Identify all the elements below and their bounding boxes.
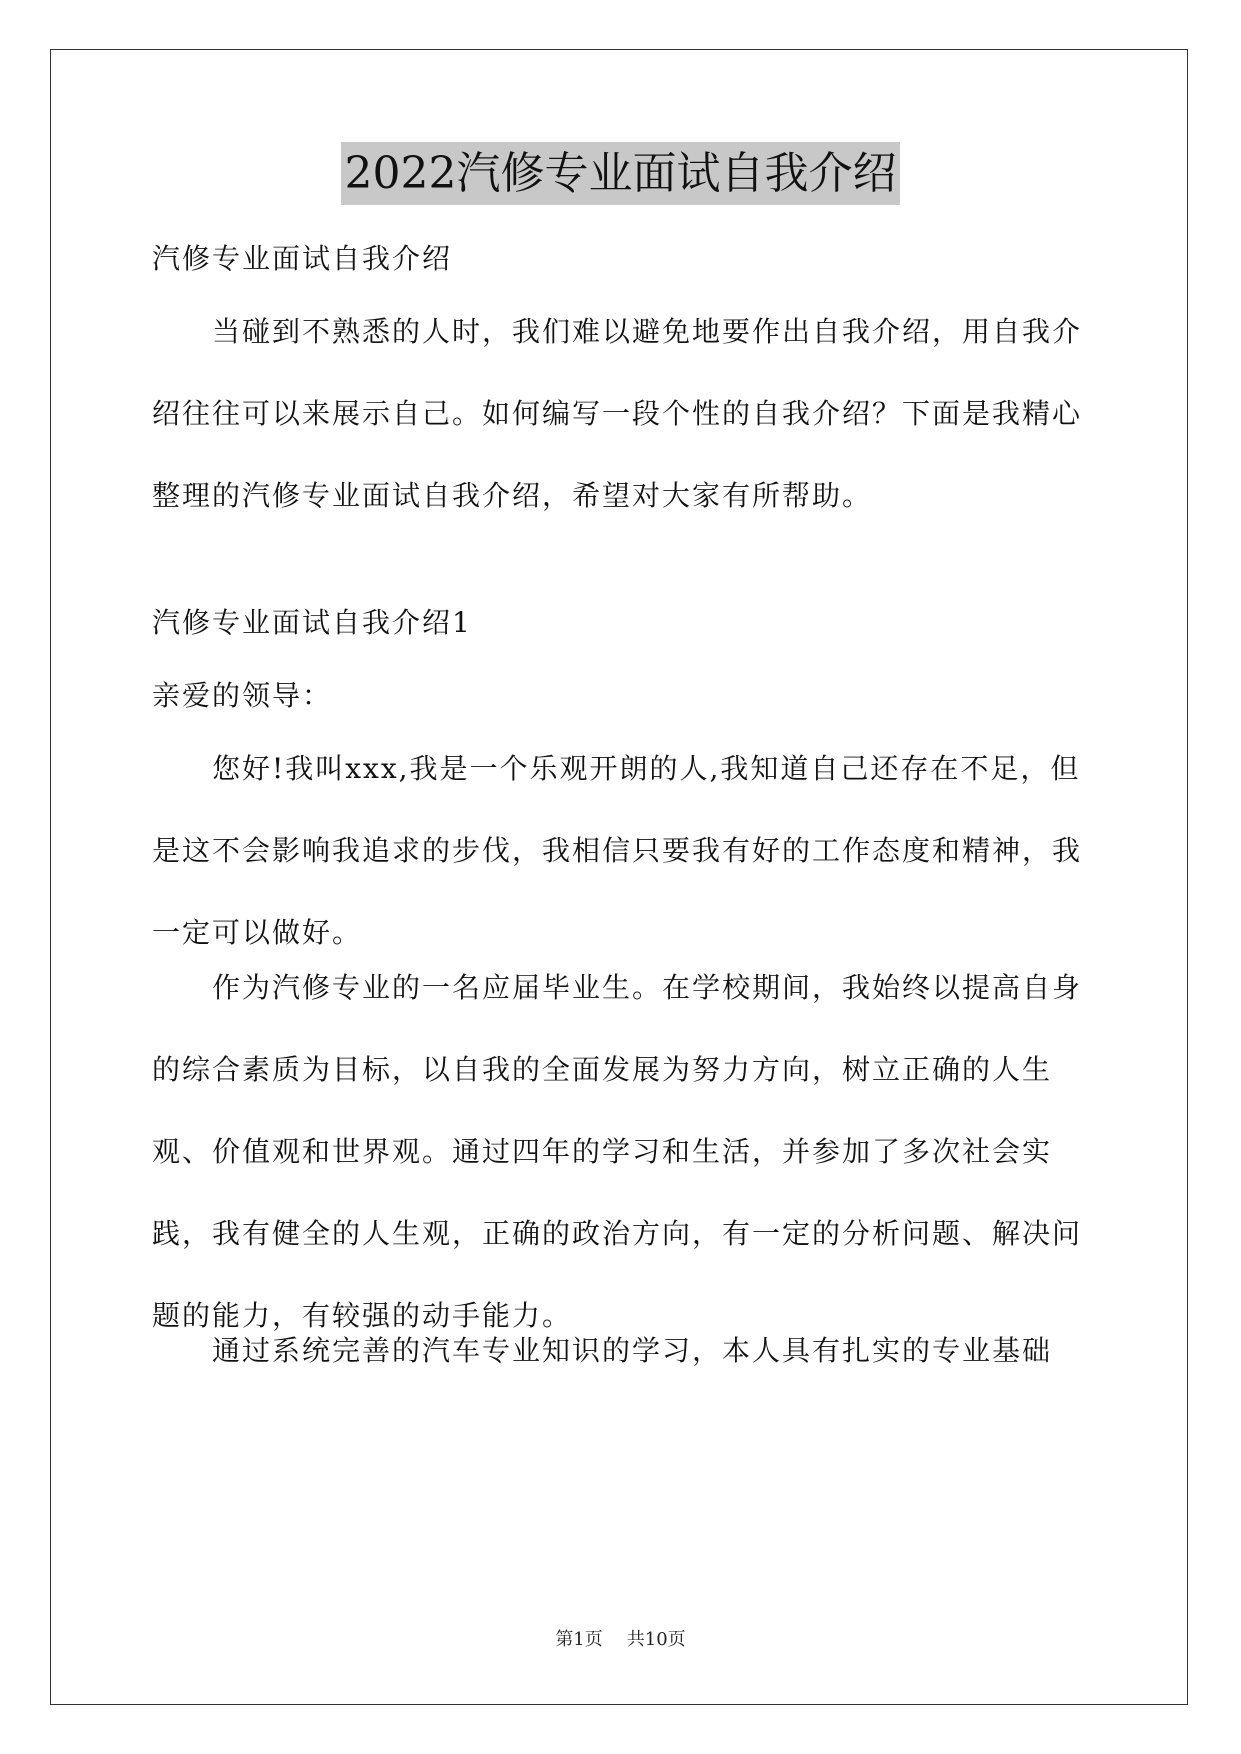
document-title: [0, 148, 1241, 199]
page-total: 共10页: [626, 1629, 686, 1650]
document-subtitle: 汽修专业面试自我介绍: [152, 242, 453, 275]
document-title-text: 2022汽修专业面试自我介绍: [341, 142, 901, 205]
salutation: 亲爱的领导：: [152, 679, 333, 712]
page-footer: [0, 1625, 1241, 1651]
page-number: 第1页: [555, 1629, 603, 1650]
intro-paragraph: 当碰到不熟悉的人时，我们难以避免地要作出自我介绍，用自我介绍往往可以来展示自己。如何编写一段个性的自我介绍？下面是我精心整理的汽修专业面试自我介绍，希望对大家有所帮助。: [152, 315, 1083, 512]
section-heading: 汽修专业面试自我介绍1: [152, 606, 472, 639]
body-paragraph-1: 您好!我叫xxx,我是一个乐观开朗的人,我知道自己还存在不足，但是这不会影响我追求的步伐，我相信只要我有好的工作态度和精神，我一定可以做好。: [152, 752, 1083, 949]
body-paragraph-3: 通过系统完善的汽车专业知识的学习，本人具有扎实的专业基础: [212, 1334, 1053, 1367]
body-paragraph-2: 作为汽修专业的一名应届毕业生。在学校期间，我始终以提高自身的综合素质为目标，以自我的全面发展为努力方向，树立正确的人生观、价值观和世界观。通过四年的学习和生活，并参加了多次社会实践，我有健全的人生观，正确的政治方向，有一定的分析问题、解决问题的能力，有较强的动手能力。: [152, 971, 1083, 1332]
